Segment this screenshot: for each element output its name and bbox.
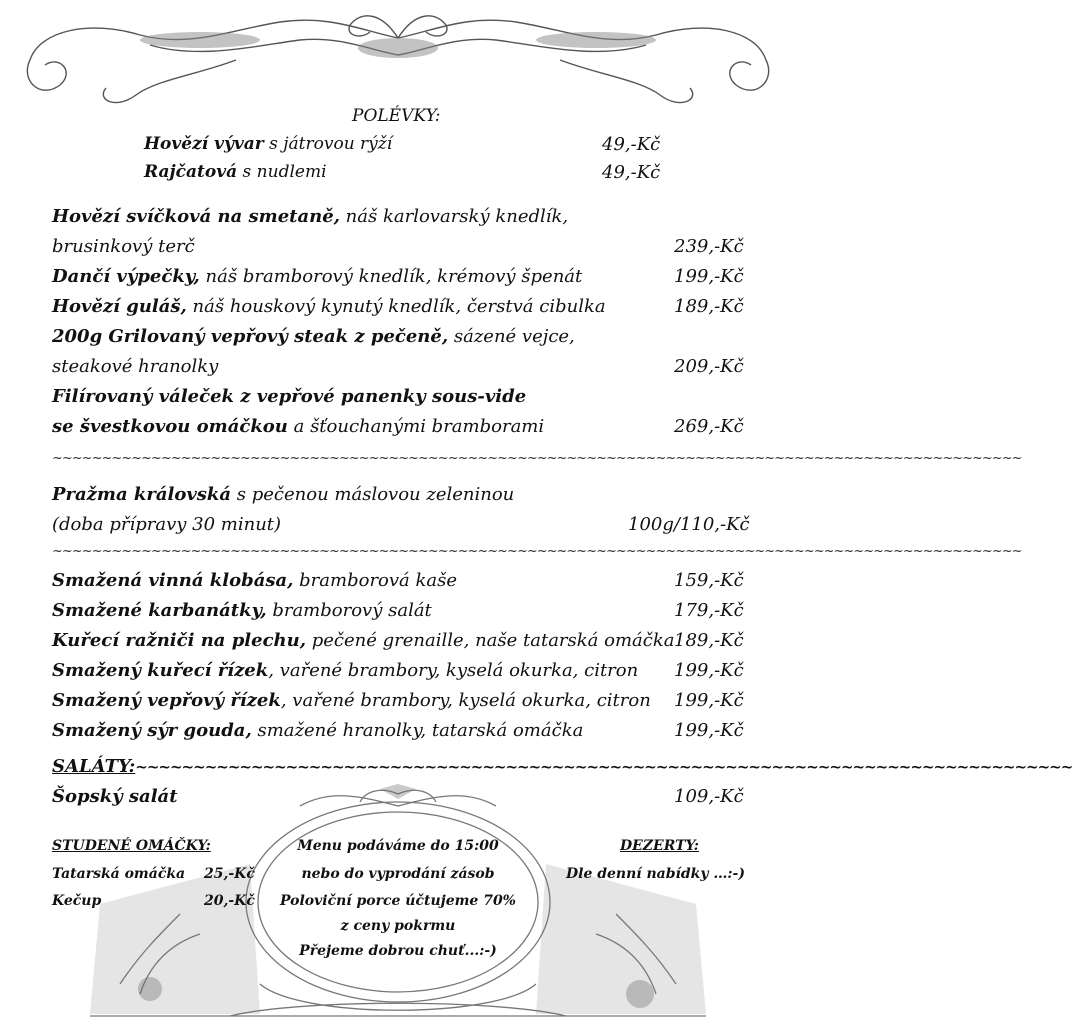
fried-item [52,660,638,681]
dish-price: 189,-Kč [674,630,744,651]
notice-line: z ceny pokrmu [340,918,456,934]
dish-name: Smažená vinná klobása, [52,570,294,591]
dish-desc-cont: steakové hranolky [52,356,219,377]
dish-price: 269,-Kč [674,416,744,437]
cold-sauces-heading: STUDENÉ OMÁČKY: [52,838,211,854]
fried-item [52,570,457,591]
main-item-line [52,206,568,227]
dish-desc: bramborový salát [266,600,432,621]
dish-desc-cont: (doba přípravy 30 minut) [52,514,282,535]
dish-name: Kuřecí ražniči na plechu, [52,630,306,651]
dish-name: Šopský salát [52,786,178,807]
soups-heading: POLÉVKY: [352,106,441,126]
dish-desc: , vařené brambory, kyselá okurka, citron [280,690,651,711]
dish-price: 199,-Kč [674,660,744,681]
dish-desc: náš houskový kynutý knedlík, čerstvá cibulka [186,296,606,317]
soup-item [144,134,392,154]
dish-name: Dančí výpečky, [52,266,200,287]
dish-price: 189,-Kč [674,296,744,317]
dish-name: Smažený kuřecí řízek [52,660,269,681]
main-item-line [52,416,544,437]
dish-name: Pražma královská [52,484,232,505]
dish-price: 209,-Kč [674,356,744,377]
dish-price: 100g/110,-Kč [628,514,750,535]
dish-name: 200g Grilovaný vepřový steak z pečeně, [52,326,449,347]
dish-desc: , vařené brambory, kyselá okurka, citron [268,660,639,681]
salads-heading: SALÁTY: [52,756,136,777]
dish-name: Smažený sýr gouda, [52,720,252,741]
dish-desc: smažené hranolky, tatarská omáčka [251,720,584,741]
sauce-price: 25,-Kč [204,866,255,882]
soup-price: 49,-Kč [602,162,661,183]
separator: ~~~~~~~~~~~~~~~~~~~~~~~~~~~~~~~~~~~~~~~~~~~~~~~~~~~~~~~~~~~~~~~~~~~~~~~~~~~~~~~~~~~~~~~~~~~~~~~~~~ [52,451,1022,466]
dish-name: Smažené karbanátky, [52,600,267,621]
sauce-name: Tatarská omáčka [52,866,186,882]
soup-desc: s játrovou rýží [263,134,393,154]
soup-item [144,162,327,182]
salads-tildes: ~~~~~~~~~~~~~~~~~~~~~~~~~~~~~~~~~~~~~~~~~~~~~~~~~~~~~~~~~~~~~~~~~~~~~~~~~~~~~~~~~ [135,758,1072,776]
salads-heading-row [52,756,1072,777]
separator: ~~~~~~~~~~~~~~~~~~~~~~~~~~~~~~~~~~~~~~~~~~~~~~~~~~~~~~~~~~~~~~~~~~~~~~~~~~~~~~~~~~~~~~~~~~~~~~~~~~ [52,544,1022,559]
dish-name: se švestkovou omáčkou [52,416,288,437]
soup-price: 49,-Kč [602,134,661,155]
fried-item [52,720,583,741]
notice-line: Poloviční porce účtujeme 70% [279,893,516,909]
main-item-line [52,326,575,347]
dish-desc: náš bramborový knedlík, krémový špenát [199,266,583,287]
dish-price: 199,-Kč [674,690,744,711]
dish-desc: pečené grenaille, naše tatarská omáčka [306,630,675,651]
notice-line: Menu podáváme do 15:00 [297,838,499,854]
dish-name: Hovězí svíčková na smetaně, [52,206,340,227]
dish-desc: sázené vejce, [448,326,575,347]
soup-desc: s nudlemi [237,162,327,182]
dish-name: Filírovaný váleček z vepřové panenky sous-vide [52,386,527,407]
dish-desc: a šťouchanými bramborami [287,416,545,437]
dish-price: 239,-Kč [674,236,744,257]
desserts-text: Dle denní nabídky …:-) [566,866,745,882]
soup-name: Rajčatová [144,162,238,182]
dish-name: Hovězí guláš, [52,296,187,317]
dish-desc: bramborová kaše [293,570,458,591]
fried-item [52,690,651,711]
desserts-heading: DEZERTY: [620,838,699,854]
fried-item [52,630,675,651]
dish-price: 109,-Kč [674,786,744,807]
dish-desc-cont: brusinkový terč [52,236,195,257]
dish-desc: s pečenou máslovou zeleninou [231,484,515,505]
dish-name: Smažený vepřový řízek [52,690,281,711]
fish-item [52,484,514,505]
main-item-line [52,266,582,287]
main-item-line [52,296,606,317]
top-ornament [0,0,796,110]
sauce-name: Kečup [52,893,102,909]
fried-item [52,600,432,621]
soup-name: Hovězí vývar [144,134,264,154]
dish-price: 199,-Kč [674,720,744,741]
dish-desc: náš karlovarský knedlík, [339,206,569,227]
dish-price: 179,-Kč [674,600,744,621]
dish-price: 199,-Kč [674,266,744,287]
sauce-price: 20,-Kč [204,893,255,909]
notice-line: nebo do vyprodání zásob [301,866,495,882]
notice-line: Přejeme dobrou chuť...:-) [299,943,497,959]
dish-price: 159,-Kč [674,570,744,591]
